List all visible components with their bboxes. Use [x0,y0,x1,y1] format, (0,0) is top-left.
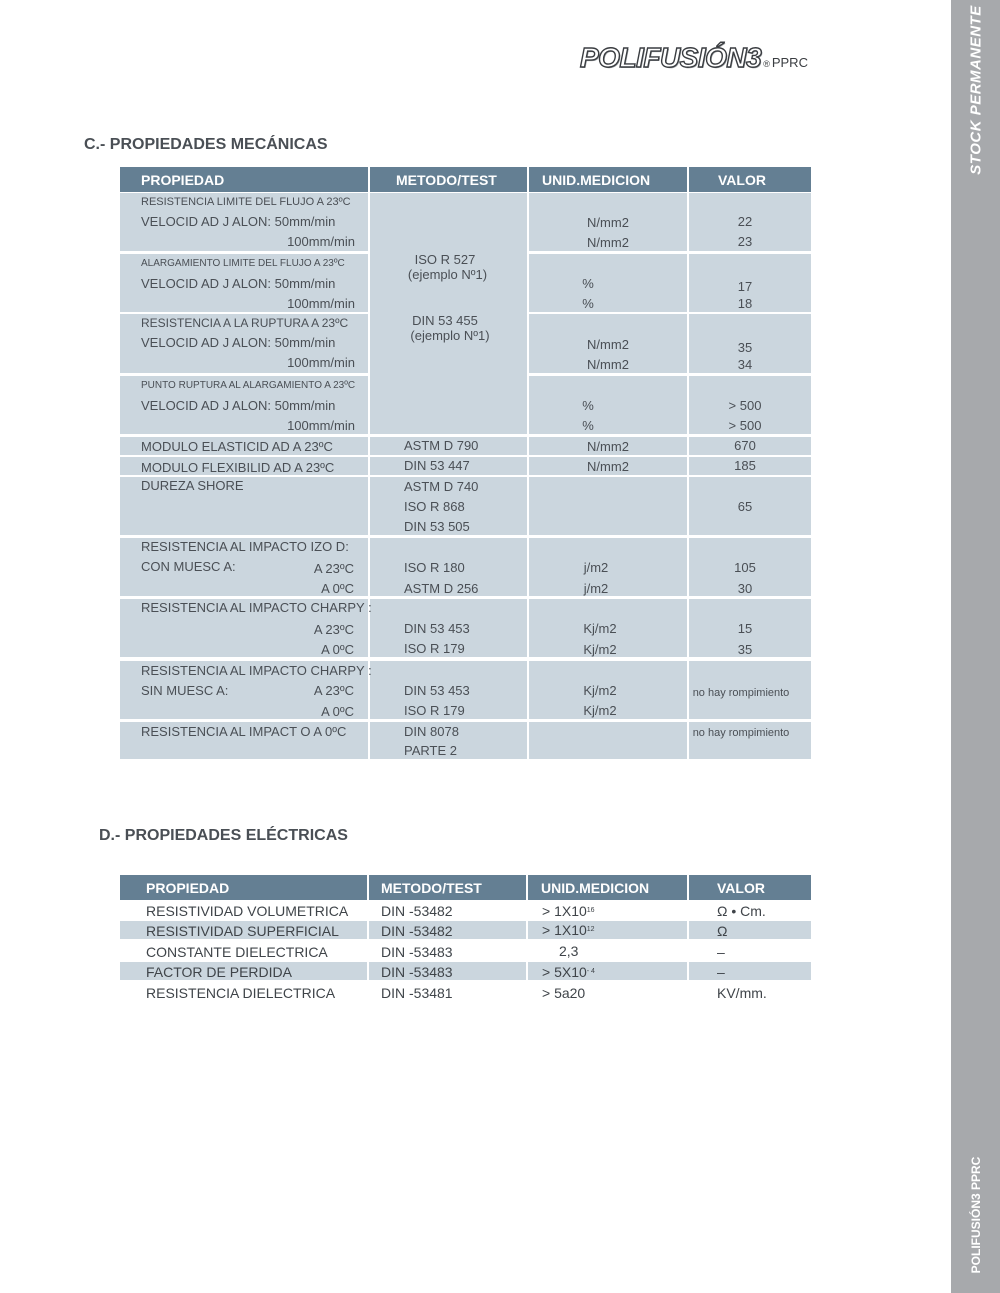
sidebar-bottom [951,1140,1000,1290]
shore-value: 65 [737,499,753,514]
logo-registered: ® [763,59,770,69]
elec-header-unit [528,875,687,900]
charpy1-23: A 23ºC [313,622,354,637]
elec-row-3-method: DIN -53483 [381,944,453,960]
elec-header-property-label: PROPIEDAD [146,880,230,896]
mod2-unit: N/mm2 [587,459,629,474]
mech-header-unit [529,167,687,192]
method-example-1: (ejemplo Nº1) [407,267,488,282]
sidebar-band [951,0,1000,1293]
g2-speed-2: 100mm/min [287,296,355,311]
elec-header-property [120,875,367,900]
impact0-method-1: DIN 8078 [404,724,459,739]
izod-title: RESISTENCIA AL IMPACTO IZO D: [141,539,349,554]
charpy1-unit-2: Kj/m2 [583,642,617,657]
g1-unit-1: N/mm2 [587,215,629,230]
mod2-method: DIN 53 447 [404,458,470,473]
logo-brand: POLIFUSIÓN3 [580,42,762,73]
elec-row-4-unit: > $5X10^{- 4}$ [542,964,595,980]
charpy1-value-2: 35 [737,642,753,657]
elec-row-1-prop: RESISTIVIDAD VOLUMETRICA [146,903,349,919]
sidebar-top-label: STOCK PERMANENTE [967,5,984,175]
brand-logo [580,42,808,82]
g2-unit-1: % [582,276,594,291]
g2-value-1: 17 [737,279,753,294]
mech-header-property-label: PROPIEDAD [141,172,225,188]
g3-value-2: 34 [737,357,753,372]
izod-method-2: ASTM D 256 [404,581,479,596]
izod-method-1: ISO R 180 [404,560,465,575]
g3-value-1: 35 [737,340,753,355]
mech-header-unit-label: UNID.MEDICION [542,172,651,188]
g1-title: RESISTENCIA LIMITE DEL FLUJO A 23ºC [141,196,351,208]
impact0-prop: RESISTENCIA AL IMPACT O A 0ºC [141,724,347,739]
logo-sub: PPRC [771,55,808,70]
elec-header-value [689,875,811,900]
elec-row-3-unit: 2,3 [559,943,579,959]
charpy2-0: A 0ºC [321,704,354,719]
shore-method-3: DIN 53 505 [404,519,470,534]
g4-title: PUNTO RUPTURA AL ALARGAMIENTO A 23ºC [141,380,356,391]
g1-value-2: 23 [737,234,753,249]
charpy1-value-1: 15 [737,621,753,636]
g2-speed: VELOCID AD J ALON: 50mm/min [141,276,336,291]
charpy2-notch: SIN MUESC A: [141,683,229,698]
mech-header-property [120,167,368,192]
elec-row-5-method: DIN -53481 [381,985,453,1001]
mod1-prop: MODULO ELASTICID AD A 23ºC [141,439,333,454]
method-iso-527: ISO R 527 [414,252,476,267]
g3-speed-2: 100mm/min [287,355,355,370]
g2-title: ALARGAMIENTO LIMITE DEL FLUJO A 23ºC [141,258,345,269]
elec-header-value-label: VALOR [717,880,765,896]
izod-0: A 0ºC [321,581,354,596]
g4-value-1: > 500 [728,398,762,413]
g1-speed: VELOCID AD J ALON: 50mm/min [141,214,336,229]
izod-value-2: 30 [737,581,753,596]
izod-value-1: 105 [734,560,756,575]
shore-prop: DUREZA SHORE [141,478,244,493]
g1-speed-2: 100mm/min [287,234,355,249]
g2-unit-2: % [582,296,594,311]
elec-row-3-prop: CONSTANTE DIELECTRICA [146,944,328,960]
g2-value-2: 18 [737,296,753,311]
mech-unit-cell [529,722,687,759]
mech-header-method [370,167,527,192]
charpy1-method-1: DIN 53 453 [404,621,470,636]
g4-speed: VELOCID AD J ALON: 50mm/min [141,398,336,413]
elec-header-unit-label: UNID.MEDICION [541,880,650,896]
g4-unit-1: % [582,398,594,413]
sidebar-top [951,0,1000,180]
elec-row-2-prop: RESISTIVIDAD SUPERFICIAL [146,923,339,939]
elec-row-5-prop: RESISTENCIA DIELECTRICA [146,985,336,1001]
method-example-2: (ejemplo Nº1) [410,328,490,343]
mod2-value: 185 [734,458,756,473]
elec-row-1-unit: > $1X10^{16}$ [542,903,595,919]
mod2-prop: MODULO FLEXIBILID AD A 23ºC [141,460,335,475]
elec-row-band [689,962,811,980]
elec-header-method-label: METODO/TEST [381,880,482,896]
charpy2-method-2: ISO R 179 [404,703,465,718]
mod1-unit: N/mm2 [587,439,629,454]
impact0-method-2: PARTE 2 [404,743,457,758]
elec-row-3-value: – [717,944,725,960]
g3-unit-1: N/mm2 [587,337,629,352]
elec-row-band [689,921,811,939]
mech-header-value [689,167,811,192]
mod1-value: 670 [734,438,756,453]
charpy1-method-2: ISO R 179 [404,641,465,656]
elec-row-5-value: KV/mm. [717,985,767,1001]
mech-header-method-label: METODO/TEST [396,172,497,188]
elec-row-2-unit: > $1X10^{12}$ [542,922,595,938]
charpy2-unit-2: Kj/m2 [583,703,617,718]
charpy1-0: A 0ºC [321,642,354,657]
g4-speed-2: 100mm/min [287,418,355,433]
izod-unit-2: j/m2 [583,581,609,596]
izod-unit-1: j/m2 [583,560,609,575]
shore-method-2: ISO R 868 [404,499,465,514]
elec-row-1-method: DIN -53482 [381,903,453,919]
elec-header-method [369,875,526,900]
g3-title: RESISTENCIA A LA RUPTURA A 23ºC [141,316,349,330]
elec-row-1-value: Ω • Cm. [717,903,766,919]
mech-header-value-label: VALOR [718,172,766,188]
g1-value-1: 22 [737,214,753,229]
izod-23: A 23ºC [313,561,354,576]
g4-unit-2: % [582,418,594,433]
mechanical-title: C.- PROPIEDADES MECÁNICAS [84,136,328,153]
charpy2-23: A 23ºC [313,683,354,698]
charpy2-method-1: DIN 53 453 [404,683,470,698]
elec-row-4-prop: FACTOR DE PERDIDA [146,964,292,980]
mech-unit-cell [529,477,687,535]
elec-row-4-value: – [717,964,725,980]
sidebar-bottom-label: POLIFUSIÓN3 PPRC [968,1156,983,1274]
g4-value-2: > 500 [728,418,762,433]
charpy1-title: RESISTENCIA AL IMPACTO CHARPY : [141,600,372,615]
elec-row-2-method: DIN -53482 [381,923,453,939]
charpy2-unit-1: Kj/m2 [583,683,617,698]
charpy1-unit-1: Kj/m2 [583,621,617,636]
mod1-method: ASTM D 790 [404,438,479,453]
elec-row-2-value: Ω [717,923,728,939]
shore-method-1: ASTM D 740 [404,479,479,494]
method-din-53455: DIN 53 455 [412,313,478,328]
g1-unit-2: N/mm2 [587,235,629,250]
charpy2-value: no hay rompimiento [692,687,790,699]
elec-row-5-unit: > 5a20 [542,985,586,1001]
izod-notch: CON MUESC A: [141,559,236,574]
elec-row-4-method: DIN -53483 [381,964,453,980]
electrical-title: D.- PROPIEDADES ELÉCTRICAS [99,827,348,844]
g3-speed: VELOCID AD J ALON: 50mm/min [141,335,336,350]
charpy2-title: RESISTENCIA AL IMPACTO CHARPY : [141,663,372,678]
impact0-value: no hay rompimiento [692,727,790,739]
g3-unit-2: N/mm2 [587,357,629,372]
